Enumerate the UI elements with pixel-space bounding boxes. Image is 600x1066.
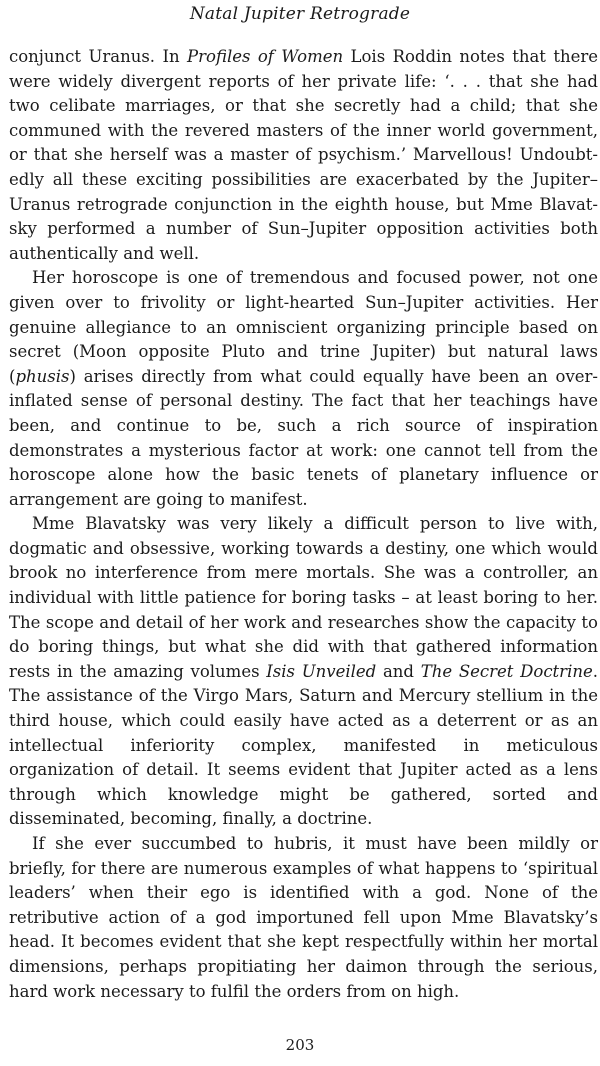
book-title-isis-unveiled: Isis Unveiled [266, 661, 377, 681]
body-text [9, 45, 598, 1004]
paragraph-4 [9, 832, 598, 1004]
paragraph-1 [9, 45, 598, 266]
running-head: Natal Jupiter Retrograde [189, 4, 411, 24]
italic-term-phusis: phusis [15, 366, 70, 386]
page-number: 203 [285, 1036, 315, 1054]
text-span: and [376, 661, 421, 681]
text-span: Lois Roddin notes that there were widely divergent reports of her private life: ‘. . . that she had two celibate marriages, or that she secretly had a child; that she communed with the revered masters of the inner world government, or that she herself was a master of psychism.’ Marvellous! Undoubtedly all these exciting possibilities are exacerbated by the Jupiter–Uranus retrograde conjunction in the eighth house, but Mme Blavatsky performed a number of Sun–Jupiter opposition activities both authentically and well. [9, 47, 598, 263]
book-title-the-secret-doctrine: The Secret Doctrine [420, 661, 593, 681]
text-span: conjunct Uranus. In [9, 47, 188, 66]
text-span: If she ever succumbed to hubris, it must have been mildly or briefly, for there are numerous examples of what happens to ‘spiritual leaders’ when their ego is identified with a god. None of the retributive action of a god importuned fell upon Mme Blavatsky’s head. It becomes evident that she kept respectfully within her mortal dimensions, perhaps propitiating her daimon through the serious, hard work necessary to fulfil the orders from on high. [9, 834, 598, 1001]
text-span: Her horoscope is one of tremendous and focused power, not one given over to frivolity or light-hearted Sun–Jupiter activities. Her genuine allegiance to an omniscient organizing principle based on secret (Moon opposite Pluto and trine Jupiter) but natural laws ( [9, 268, 598, 386]
text-span: . The assistance of the Virgo Mars, Saturn and Mercury stellium in the third house, which could easily have acted as a deterrent or as an intellectual inferiority complex, manifested in meticulous organization of detail. It seems evident that Jupiter acted as a lens through which knowledge might be gathered, sorted and disseminated, becoming, finally, a doctrine. [9, 661, 598, 829]
paragraph-3 [9, 512, 598, 832]
book-title-profiles-of-women: Profiles of Women [187, 47, 344, 66]
text-span: Mme Blavatsky was very likely a difficult person to live with, dogmatic and obsessive, working towards a destiny, one which would brook no interference from mere mortals. She was a controller, an individual with little patience for boring tasks – at least boring to her. The scope and detail of her work and researches show the capacity to do boring things, but what she did with that gathered information rests in the amazing volumes [9, 514, 598, 681]
text-span: ) arises directly from what could equally have been an over-inflated sense of personal destiny. The fact that her teachings have been, and continue to be, such a rich source of inspiration demonstrates a mysterious factor at work: one cannot tell from the horoscope alone how the basic tenets of planetary influence or arrangement are going to manifest. [9, 366, 598, 509]
paragraph-2 [9, 266, 598, 512]
